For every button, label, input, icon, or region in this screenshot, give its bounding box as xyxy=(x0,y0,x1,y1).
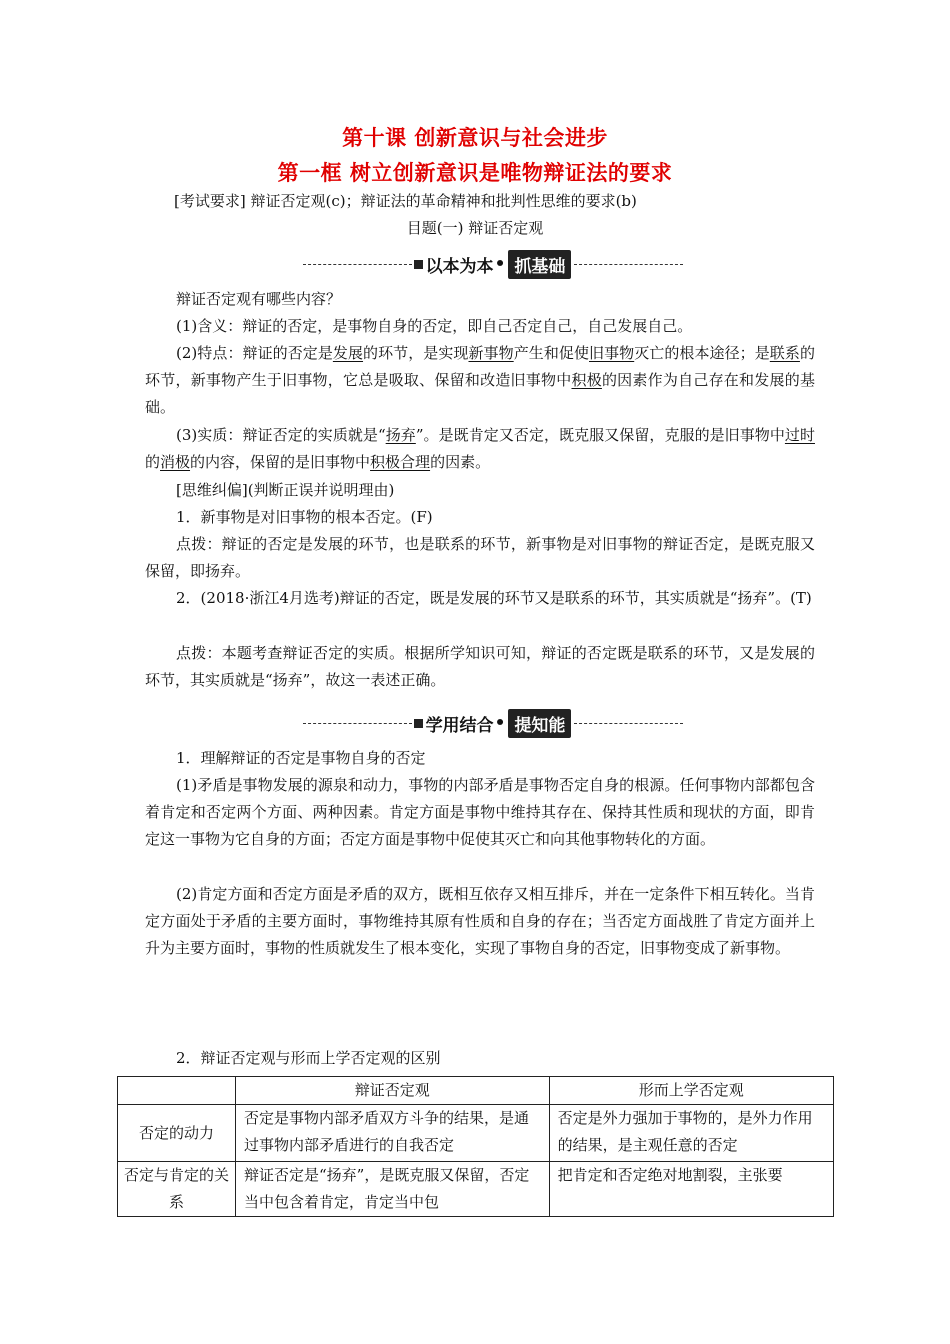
table-row xyxy=(118,1162,834,1217)
exam-requirement: [考试要求] 辩证否定观(c)；辩证法的革命精神和批判性思维的要求(b) xyxy=(174,192,637,210)
table-cell: 否定的动力 xyxy=(118,1105,236,1162)
item-meaning: (1)含义：辩证的否定，是事物自身的否定，即自己否定自己，自己发展自己。 xyxy=(176,317,693,335)
banner-box: 提知能 xyxy=(508,709,571,738)
judgement-question-2: 2．(2018·浙江4月选考)辩证的否定，既是发展的环节又是联系的环节，其实质就是“扬弃”。(T) xyxy=(176,589,812,607)
subheading-1: 1．理解辩证的否定是事物自身的否定 xyxy=(176,749,426,767)
table-cell: 否定是事物内部矛盾双方斗争的结果，是通过事物内部矛盾进行的自我否定 xyxy=(235,1105,549,1162)
question-text: 辩证否定观有哪些内容？ xyxy=(176,290,342,308)
dashed-rule-right xyxy=(574,264,683,265)
banner-dot: • xyxy=(494,713,506,733)
banner-ability xyxy=(303,709,683,737)
item-features: (2)特点：辩证的否定是发展的环节，是实现新事物产生和促使旧事物灭亡的根本途径；是联系的环节，新事物产生于旧事物，它总是吸取、保留和改造旧事物中积极的因素作为自己存在和发展的基础。 xyxy=(145,344,815,416)
square-bullet-icon xyxy=(414,260,423,269)
topic-heading: 目题(一) 辩证否定观 xyxy=(406,219,544,237)
table-header-row xyxy=(118,1077,834,1105)
banner-label: 以本为本 xyxy=(425,256,494,277)
underlined-term: 旧事物 xyxy=(589,344,635,362)
table-header-cell: 形而上学否定观 xyxy=(549,1077,833,1105)
table-header-cell xyxy=(118,1077,236,1105)
paragraph-1: (1)矛盾是事物发展的源泉和动力，事物的内部矛盾是事物否定自身的根源。任何事物内部都包含着肯定和否定两个方面、两种因素。肯定方面是事物中维持其存在、保持其性质和现状的方面，即肯定这一事物为它自身的方面；否定方面是事物中促使其灭亡和向其他事物转化的方面。 xyxy=(145,776,815,848)
dashed-rule-left xyxy=(303,264,412,265)
dashed-rule-left xyxy=(303,723,412,724)
judgement-question-1: 1．新事物是对旧事物的根本否定。(F) xyxy=(176,508,433,526)
section-title: 第一框 树立创新意识是唯物辩证法的要求 xyxy=(277,161,673,185)
item-essence: (3)实质：辩证否定的实质就是“扬弃”。是既肯定又否定，既克服又保留，克服的是旧事物中过时的消极的内容，保留的是旧事物中积极合理的因素。 xyxy=(145,426,815,471)
underlined-term: 消极 xyxy=(160,453,191,471)
underlined-term: 积极 xyxy=(571,371,602,389)
underlined-term: 扬弃 xyxy=(385,426,416,444)
table-cell: 否定与肯定的关系 xyxy=(118,1162,236,1217)
square-bullet-icon xyxy=(414,719,423,728)
table-row xyxy=(118,1105,834,1162)
table-cell: 否定是外力强加于事物的，是外力作用的结果，是主观任意的否定 xyxy=(549,1105,833,1162)
underlined-term: 积极合理 xyxy=(370,453,431,471)
judgement-tip-2: 点拨：本题考查辩证否定的实质。根据所学知识可知，辩证的否定既是联系的环节，又是发展的环节，其实质就是“扬弃”，故这一表述正确。 xyxy=(145,644,815,689)
lesson-title: 第十课 创新意识与社会进步 xyxy=(342,126,608,150)
subheading-2: 2．辩证否定观与形而上学否定观的区别 xyxy=(176,1049,441,1067)
judgement-tip-1: 点拨：辩证的否定是发展的环节，也是联系的环节，新事物是对旧事物的辩证否定，是既克服又保留，即扬弃。 xyxy=(145,535,815,580)
underlined-term: 发展 xyxy=(332,344,364,362)
underlined-term: 过时 xyxy=(784,426,815,444)
table-cell: 把肯定和否定绝对地割裂，主张要 xyxy=(549,1162,833,1217)
underlined-term: 新事物 xyxy=(468,344,514,362)
banner-dot: • xyxy=(494,254,506,274)
paragraph-2: (2)肯定方面和否定方面是矛盾的双方，既相互依存又相互排斥，并在一定条件下相互转化。当肯定方面处于矛盾的主要方面时，事物维持其原有性质和自身的存在；当否定方面战胜了肯定方面并上升为主要方面时，事物的性质就发生了根本变化，实现了事物自身的否定，旧事物变成了新事物。 xyxy=(145,885,815,957)
banner-box: 抓基础 xyxy=(508,250,571,279)
thinking-header: [思维纠偏](判断正误并说明理由) xyxy=(176,481,395,499)
table-header-cell: 辩证否定观 xyxy=(235,1077,549,1105)
banner-basics xyxy=(303,250,683,278)
comparison-table xyxy=(117,1076,834,1217)
banner-label: 学用结合 xyxy=(425,715,494,736)
underlined-term: 联系 xyxy=(769,344,800,362)
table-cell: 辩证否定是“扬弃”，是既克服又保留，否定当中包含着肯定，肯定当中包 xyxy=(235,1162,549,1217)
dashed-rule-right xyxy=(574,723,683,724)
